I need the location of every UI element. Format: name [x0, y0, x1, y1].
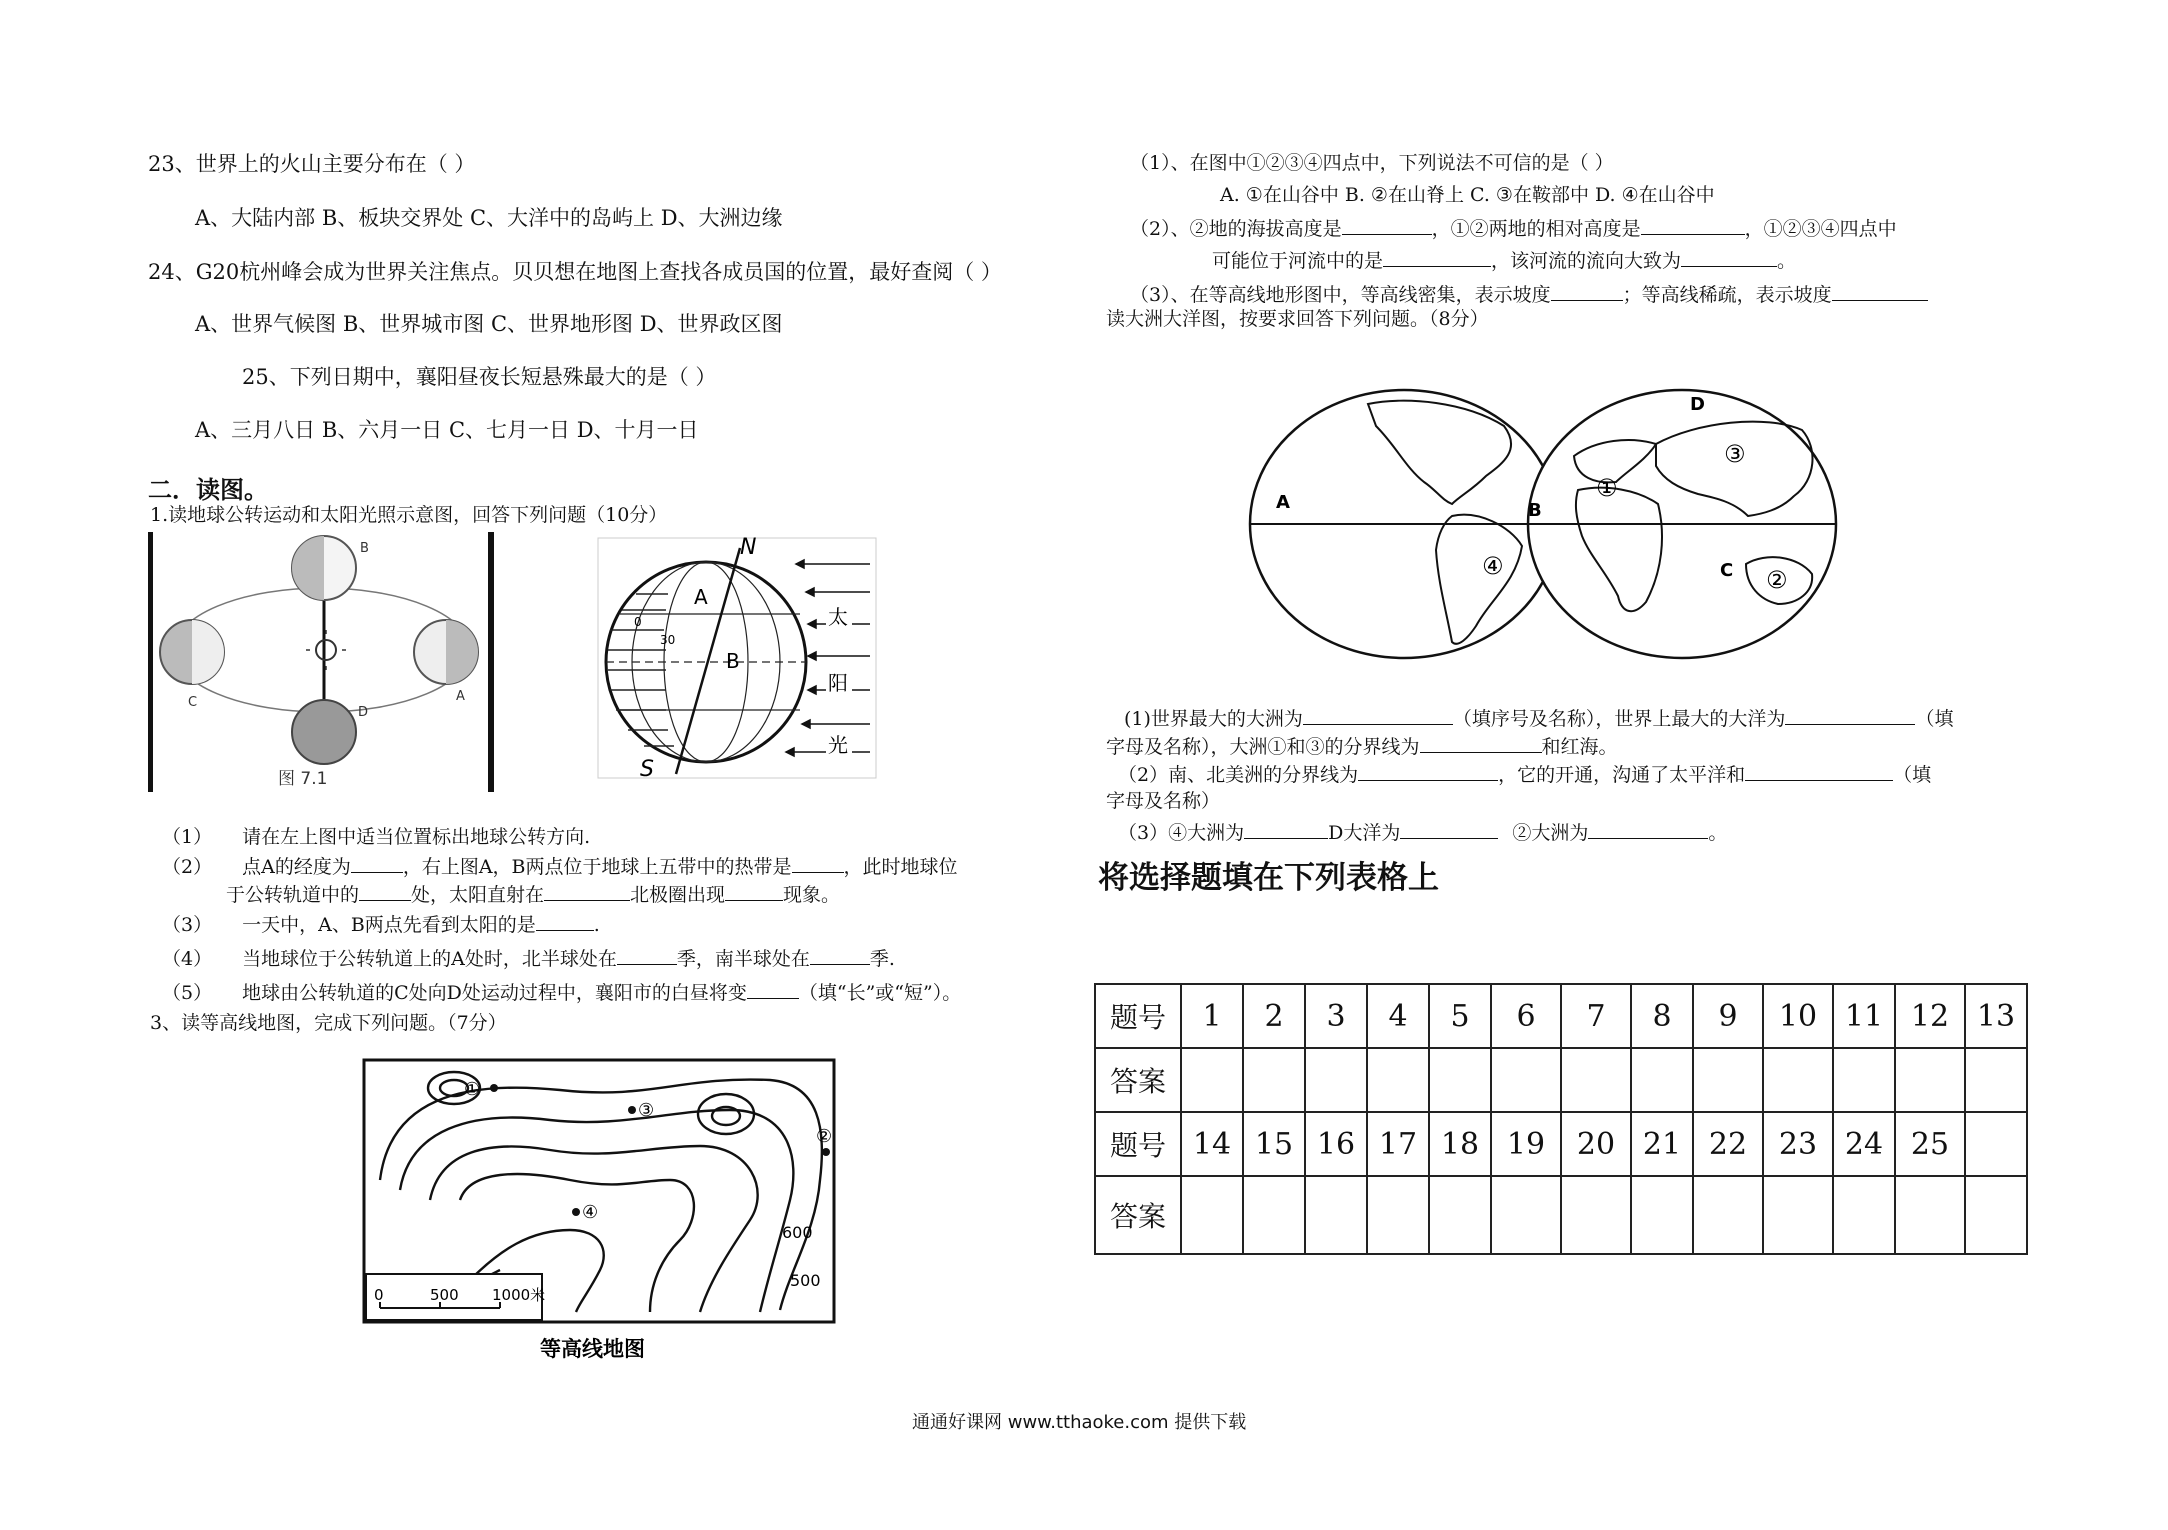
answer-cell[interactable] [1693, 1048, 1763, 1112]
p2-cont: 于公转轨道中的 处，太阳直射在 北极圈出现 现象。 [226, 880, 840, 909]
m1-line2: 字母及名称），大洲①和③的分界线为 和红海。 [1106, 732, 1618, 761]
south-pole-label: S [640, 757, 654, 782]
answer-cell[interactable] [1243, 1048, 1305, 1112]
sunlight-label-1: 太 [828, 605, 848, 629]
answer-cell[interactable] [1895, 1048, 1965, 1112]
lon-0-label: 0 [634, 615, 642, 629]
label-c: C [1720, 560, 1734, 581]
label-d: D [1690, 394, 1705, 415]
label-2: ② [1766, 566, 1788, 594]
answer-cell[interactable] [1763, 1048, 1833, 1112]
c2-line2: 可能位于河流中的是 ，该河流的流向大致为 。 [1212, 246, 1796, 275]
c1-options: A. ①在山谷中 B. ②在山脊上 C. ③在鞍部中 D. ④在山谷中 [1220, 184, 1715, 206]
answer-cell[interactable] [1833, 1176, 1895, 1254]
c2-line1: （2）、②地的海拔高度是 ，①②两地的相对高度是 ，①②③④四点中 [1130, 214, 1897, 243]
m3-line: （3）④大洲为 D大洋为 ②大洲为 。 [1118, 818, 1727, 847]
scale-bar [366, 1274, 545, 1320]
sunlight-label-3: 光 [828, 733, 848, 757]
q25-stem: 25、下列日期中，襄阳昼夜长短悬殊最大的是（ ） [242, 365, 717, 389]
answer-cell[interactable] [1833, 1048, 1895, 1112]
answer-cell[interactable] [1631, 1048, 1693, 1112]
answer-table: 题号 1 2 3 4 5 6 7 8 9 10 11 12 13 答案 题号 14 15 16 17 18 19 20 21 22 23 24 25 答案 [1094, 983, 2028, 1255]
q24-options: A、世界气候图 B、世界城市图 C、世界地形图 D、世界政区图 [195, 312, 783, 336]
answer-cell[interactable] [1631, 1176, 1693, 1254]
p4: （4） 当地球位于公转轨道上的A处时，北半球处在 季，南半球处在 季. [162, 944, 895, 973]
globe-point-b: B [726, 649, 740, 673]
contour-600-label: 600 [782, 1223, 813, 1242]
orbit-label-b: B [360, 541, 369, 556]
world-map [1246, 386, 1850, 670]
answer-cell[interactable] [1367, 1176, 1429, 1254]
q23-stem: 23、世界上的火山主要分布在（ ） [148, 152, 476, 176]
label-b: B [1528, 500, 1542, 521]
point-3-label: ③ [638, 1100, 655, 1121]
p2: （2） 点A的经度为 ，右上图A，B两点位于地球上五带中的热带是 ，此时地球位 [162, 852, 958, 881]
svg-text:0: 0 [374, 1286, 384, 1304]
map-question-title: 读大洲大洋图，按要求回答下列问题。（8分） [1106, 308, 1489, 330]
answer-cell[interactable] [1965, 1048, 2027, 1112]
figure-caption: 图 7.1 [278, 769, 328, 789]
q-label-2: 题号 [1095, 1112, 1181, 1176]
earth-d [292, 700, 356, 764]
answer-cell[interactable] [1181, 1176, 1243, 1254]
answer-cell[interactable] [1491, 1176, 1561, 1254]
c3-line: （3）、在等高线地形图中，等高线密集，表示坡度 ；等高线稀疏，表示坡度 [1130, 280, 1928, 309]
label-1: ① [1596, 474, 1618, 502]
answer-cell[interactable] [1429, 1048, 1491, 1112]
q1-title: 1.读地球公转运动和太阳光照示意图，回答下列问题（10分） [150, 504, 668, 526]
p3: （3） 一天中，A、B两点先看到太阳的是 . [162, 910, 600, 939]
orbit-label-d: D [358, 705, 369, 720]
m1-line1: (1)世界最大的大洲为 （填序号及名称），世界上最大的大洋为 （填 [1124, 704, 1953, 733]
earth-b [292, 536, 356, 600]
label-a: A [1276, 492, 1290, 513]
contour-500-label: 500 [790, 1271, 821, 1290]
point-2-label: ② [816, 1126, 833, 1147]
earth-c [160, 620, 224, 684]
answer-cell[interactable] [1367, 1048, 1429, 1112]
label-3: ③ [1724, 440, 1746, 468]
answer-cell[interactable] [1491, 1048, 1561, 1112]
svg-text:500: 500 [430, 1286, 459, 1304]
p1: （1） 请在左上图中适当位置标出地球公转方向. [162, 826, 591, 848]
answer-cell[interactable] [1181, 1048, 1243, 1112]
point-2 [822, 1148, 830, 1156]
answer-table-heading: 将选择题填在下列表格上 [1098, 860, 1439, 896]
c1-stem: （1）、在图中①②③④四点中，下列说法不可信的是（ ） [1130, 152, 1614, 174]
svg-text:1000米: 1000米 [492, 1286, 546, 1304]
q-label: 题号 [1095, 984, 1181, 1048]
point-4 [572, 1208, 580, 1216]
q25-options: A、三月八日 B、六月一日 C、七月一日 D、十月一日 [195, 418, 699, 442]
north-pole-label: N [740, 535, 757, 560]
globe-point-a: A [694, 585, 708, 609]
point-1-label: ① [464, 1079, 481, 1100]
sunlight-label-2: 阳 [828, 671, 848, 695]
a-label: 答案 [1095, 1048, 1181, 1112]
sun-icon [316, 640, 336, 660]
answer-cell[interactable] [1243, 1176, 1305, 1254]
orbit-label-c: C [188, 695, 198, 710]
contour-map [350, 1050, 850, 1372]
answer-cell[interactable] [1561, 1176, 1631, 1254]
point-4-label: ④ [582, 1202, 599, 1223]
contour-map-title: 等高线地图 [540, 1337, 645, 1361]
answer-cell[interactable] [1561, 1048, 1631, 1112]
lon-30-label: 30 [660, 633, 676, 647]
q23-options: A、大陆内部 B、板块交界处 C、大洋中的岛屿上 D、大洲边缘 [195, 206, 783, 230]
sunlight-globe-figure [590, 534, 880, 782]
answer-cell[interactable] [1763, 1176, 1833, 1254]
q24-stem: 24、G20杭州峰会成为世界关注焦点。贝贝想在地图上查找各成员国的位置，最好查阅（ ） [148, 260, 1002, 284]
footer-credit: 通通好课网 www.tthaoke.com 提供下载 [912, 1412, 1247, 1433]
orbit-figure [146, 532, 498, 794]
p5: （5） 地球由公转轨道的C处向D处运动过程中，襄阳市的白昼将变 （填“长”或“短”）。 [162, 978, 961, 1007]
answer-cell[interactable] [1895, 1176, 1965, 1254]
a-label-2: 答案 [1095, 1176, 1181, 1254]
section-2-heading: 二．读图。 [148, 475, 268, 504]
answer-cell[interactable] [1429, 1176, 1491, 1254]
answer-cell[interactable] [1965, 1176, 2027, 1254]
label-4: ④ [1482, 552, 1504, 580]
earth-a [414, 620, 478, 684]
q3-title: 3、读等高线地图，完成下列问题。（7分） [150, 1012, 507, 1034]
answer-cell[interactable] [1305, 1048, 1367, 1112]
answer-cell[interactable] [1305, 1176, 1367, 1254]
point-3 [628, 1106, 636, 1114]
m2-line1: （2）南、北美洲的分界线为 ，它的开通，沟通了太平洋和 （填 [1118, 760, 1931, 789]
orbit-label-a: A [456, 689, 465, 704]
point-1 [490, 1084, 498, 1092]
m2-line2: 字母及名称） [1106, 790, 1221, 812]
answer-cell[interactable] [1693, 1176, 1763, 1254]
